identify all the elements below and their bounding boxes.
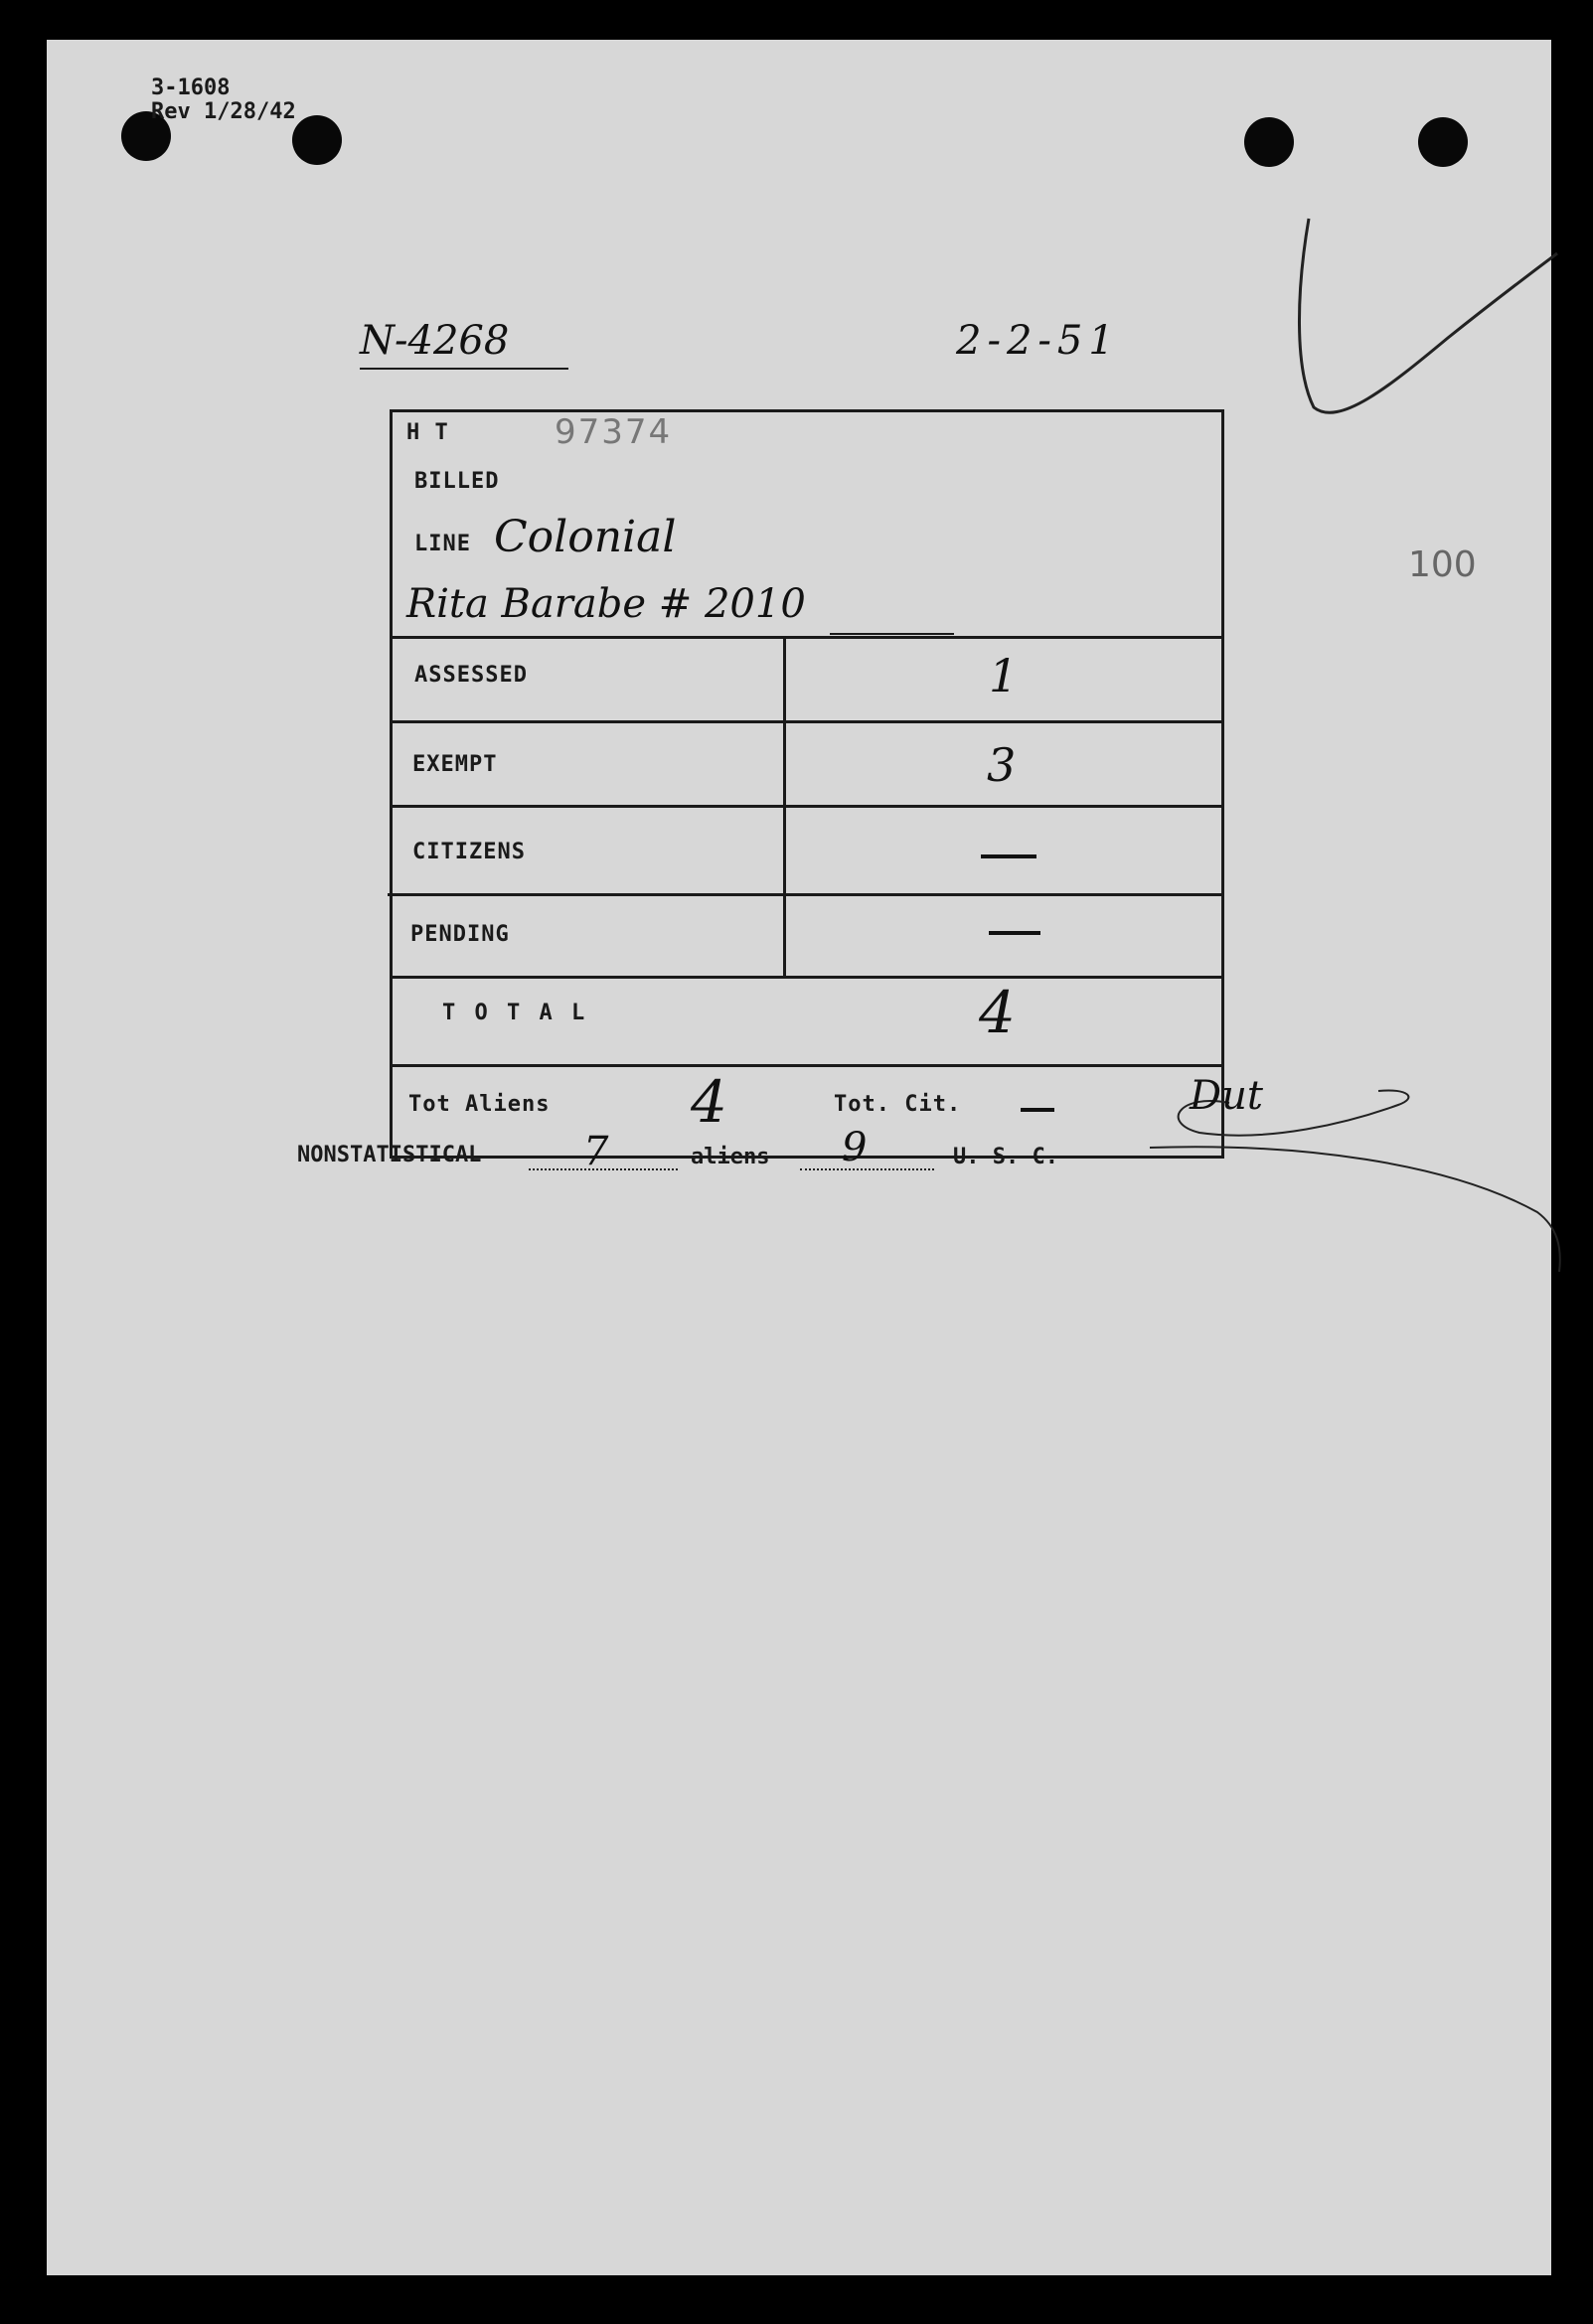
nonstat-usc-label: U. S. C. [953,1145,1058,1169]
punch-hole [1418,117,1468,167]
line-label: LINE [414,532,471,556]
ht-label: H T [406,420,449,445]
pending-value [989,931,1040,935]
vessel-underline [830,633,954,635]
assessed-value: 1 [989,649,1019,702]
total-label: T O T A L [442,1001,588,1025]
form-box [390,409,1224,1159]
form-code: 3-1608 [151,76,231,100]
nonstat-usc-blank [800,1168,934,1170]
rule-top-table [393,636,1221,639]
tot-cit-value [1021,1108,1054,1112]
exempt-label: EXEMPT [412,752,498,777]
tot-cit-label: Tot. Cit. [834,1092,962,1117]
rule-assessed [393,720,1221,723]
total-value: 4 [979,979,1016,1046]
pending-label: PENDING [410,922,510,947]
rule-pending [393,976,1221,979]
rule-citizens [388,893,1221,896]
billed-label: BILLED [414,469,500,494]
nonstatistical-label: NONSTATISTICAL [297,1143,482,1167]
check-mark-drawing [1269,209,1567,437]
exempt-value: 3 [987,738,1017,792]
manifest-number: N-4268 [360,318,510,364]
punch-hole [292,115,342,165]
document-page [47,40,1551,2275]
line-value: Colonial [494,512,677,562]
signature-scribble [1120,1063,1577,1292]
punch-hole [1244,117,1294,167]
signature-initials: Dut [1190,1073,1263,1119]
citizens-label: CITIZENS [412,840,526,864]
side-number: 100 [1408,544,1477,585]
tot-aliens-label: Tot Aliens [408,1092,551,1117]
nonstat-aliens-value: 7 [583,1129,609,1174]
nonstat-aliens-label: aliens [691,1145,770,1169]
form-revision: Rev 1/28/42 [151,99,296,124]
citizens-value [981,854,1036,858]
assessed-label: ASSESSED [414,663,528,688]
manifest-underline [360,368,568,370]
column-divider [783,636,786,976]
vessel-name: Rita Barabe # 2010 [406,581,806,627]
rule-exempt [393,805,1221,808]
tot-aliens-value: 4 [691,1068,727,1136]
rule-total [393,1064,1221,1067]
date: 2-2-51 [956,318,1120,364]
ht-stamp-number: 97374 [555,412,673,452]
nonstat-usc-value: 9 [842,1125,868,1170]
